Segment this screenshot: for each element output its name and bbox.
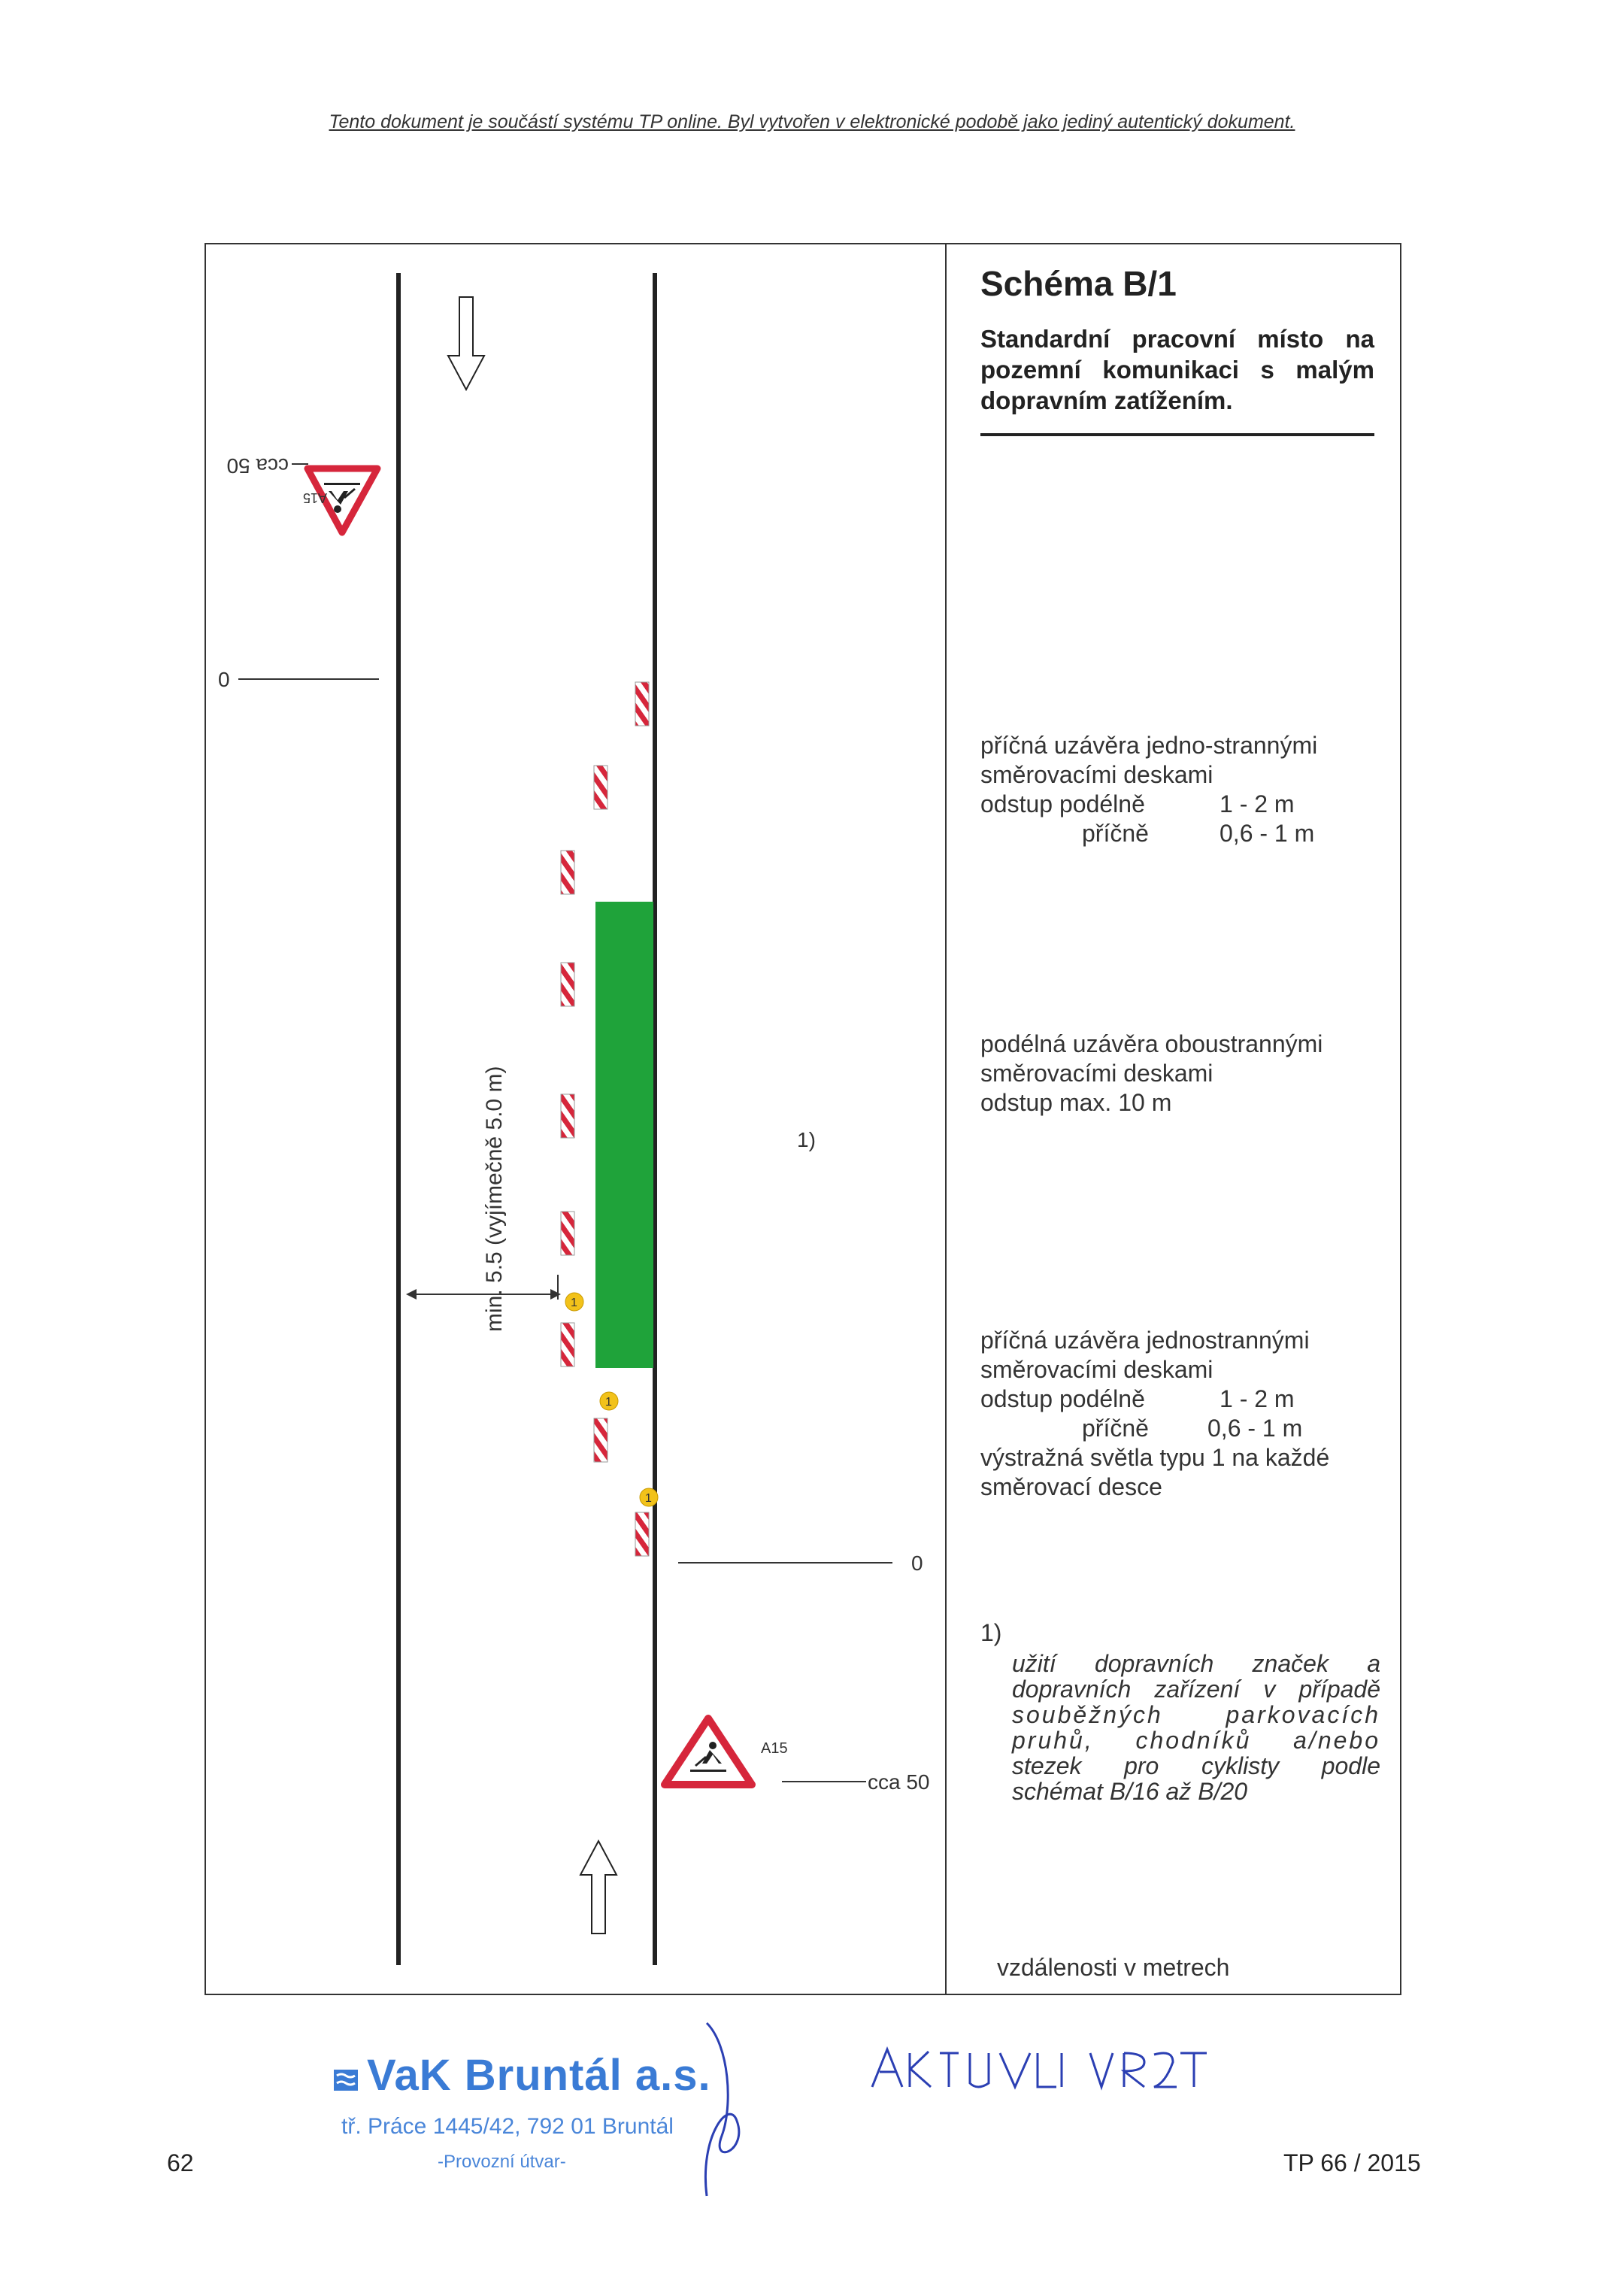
note-line: směrovacími deskami — [980, 761, 1213, 788]
directional-board — [635, 1512, 649, 1556]
schema-subtitle: Standardní pracovní místo na pozemní komunikaci s malým dopravním zatížením. — [980, 325, 1374, 414]
arrowhead-left-icon — [406, 1289, 417, 1300]
note-value: 0,6 - 1 m — [1207, 1415, 1303, 1442]
arrowhead-right-icon — [550, 1289, 561, 1300]
footnote-line: schémat B/16 až B/20 — [1012, 1778, 1248, 1805]
page-number: 62 — [167, 2149, 194, 2176]
distances-note: vzdálenosti v metrech — [997, 1954, 1230, 1981]
stamp-company: VaK Bruntál a.s. — [367, 2051, 711, 2100]
footnote-line: užití dopravních značek a — [1012, 1650, 1380, 1677]
note-line: odstup podélně — [980, 1385, 1145, 1412]
note-value: 1 - 2 m — [1220, 790, 1295, 817]
light-type-label: 1 — [571, 1297, 577, 1309]
note-line: směrovací desce — [980, 1473, 1162, 1500]
footnote-marker: 1) — [980, 1619, 1002, 1646]
handwritten-note-icon — [865, 2038, 1210, 2098]
directional-board — [561, 963, 574, 1006]
footnote-line: souběžných parkovacích — [1012, 1701, 1380, 1728]
directional-board — [635, 682, 649, 726]
sign-code-bottom: A15 — [761, 1740, 788, 1757]
header-note: Tento dokument je součástí systému TP online. Byl vytvořen v elektronické podobě jako jediný autentický dokument. — [329, 111, 1295, 132]
directional-board — [561, 1212, 574, 1255]
work-area — [595, 902, 653, 1368]
directional-board — [594, 1418, 607, 1462]
note-line: odstup max. 10 m — [980, 1089, 1172, 1116]
note-line: příčně — [1082, 820, 1149, 847]
footnote-ref: 1) — [797, 1128, 816, 1151]
document-code: TP 66 / 2015 — [1283, 2149, 1421, 2176]
warning-sign-a15-bottom-icon — [665, 1718, 752, 1785]
directional-board — [561, 1094, 574, 1138]
title-rule — [980, 433, 1374, 436]
note-value: 1 - 2 m — [1220, 1385, 1295, 1412]
signature-icon — [677, 2015, 767, 2211]
note-line: směrovacími deskami — [980, 1356, 1213, 1383]
note-line: odstup podélně — [980, 790, 1145, 817]
directional-board — [594, 766, 607, 809]
directional-board — [561, 1323, 574, 1366]
note-line: směrovacími deskami — [980, 1060, 1213, 1087]
note-line: příčná uzávěra jedno-strannými — [980, 732, 1318, 759]
directional-board — [561, 851, 574, 894]
distance-label-top: cca 50 — [226, 454, 289, 478]
light-type-label: 1 — [605, 1396, 612, 1409]
footnote-line: dopravních zařízení v případě — [1012, 1676, 1380, 1703]
note-value: 0,6 - 1 m — [1220, 820, 1315, 847]
footnote-text — [1012, 1651, 1380, 1804]
footnote-line: stezek pro cyklisty podle — [1012, 1752, 1380, 1779]
light-type-label: 1 — [645, 1492, 652, 1505]
zero-label-bottom: 0 — [911, 1551, 923, 1575]
direction-arrow-up-icon — [580, 1841, 617, 1934]
note-line: příčná uzávěra jednostrannými — [980, 1327, 1310, 1354]
sign-code-top: A15 — [302, 490, 327, 505]
stamp-department: -Provozní útvar- — [438, 2152, 566, 2172]
schema-title: Schéma B/1 — [980, 264, 1177, 303]
note-line: výstražná světla typu 1 na každé — [980, 1444, 1330, 1471]
note-transverse-bottom — [980, 1326, 1386, 1502]
footnote-line: pruhů, chodníků a/nebo — [1012, 1727, 1380, 1754]
note-transverse-top — [980, 731, 1386, 848]
distance-label-bottom: cca 50 — [868, 1770, 930, 1794]
road-diagram — [205, 243, 946, 1995]
note-line: příčně — [1082, 1415, 1149, 1442]
company-logo-icon — [331, 2065, 361, 2095]
zero-label-top: 0 — [218, 668, 230, 691]
note-line: podélná uzávěra oboustrannými — [980, 1030, 1323, 1057]
company-stamp — [331, 2043, 737, 2193]
lane-width-label: min. 5.5 (vyjímečně 5.0 m) — [482, 1066, 507, 1332]
direction-arrow-down-icon — [448, 297, 484, 390]
note-longitudinal — [980, 1030, 1386, 1118]
stamp-address: tř. Práce 1445/42, 792 01 Bruntál — [341, 2114, 674, 2139]
